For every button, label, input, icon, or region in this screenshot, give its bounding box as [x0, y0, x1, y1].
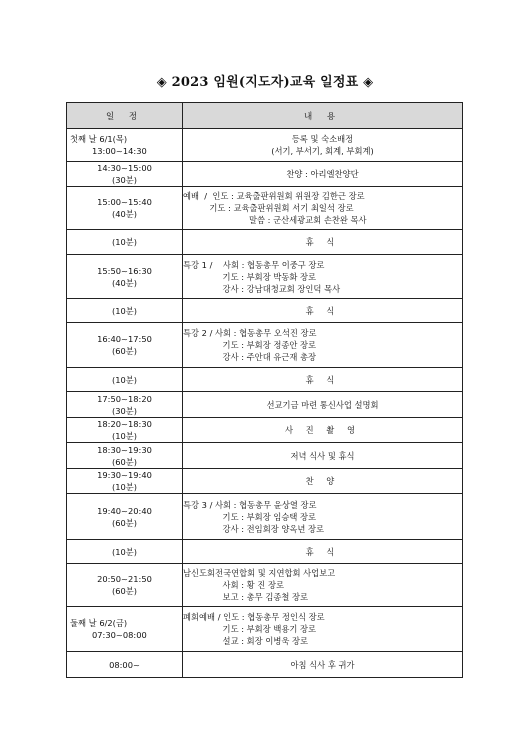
- content-line: 휴 식: [305, 546, 340, 557]
- content-line: 강사 : 전임회장 양옥년 장로: [183, 523, 325, 534]
- content-line: 예배 / 인도 : 교육출판위원회 위원장 김한근 장로: [183, 191, 365, 201]
- schedule-time-cell: [67, 129, 183, 162]
- time-line: (60분): [111, 586, 138, 596]
- schedule-time-cell: [67, 607, 183, 652]
- time-line: (10분): [111, 237, 138, 247]
- table-row: [67, 299, 463, 323]
- schedule-time-cell: [67, 299, 183, 323]
- content-line: 강사 : 주안대 유근재 총장: [183, 352, 317, 362]
- content-line: 찬양 : 아리엘찬양단: [286, 169, 359, 179]
- time-line: 13:00~14:30: [92, 146, 147, 156]
- header-content: 내 용: [183, 103, 463, 129]
- schedule-content-cell: [183, 540, 463, 564]
- content-line: 특강 2 / 사회 : 협동총무 오석진 장로: [183, 328, 317, 338]
- time-line: 16:40~17:50: [97, 334, 152, 344]
- schedule-content-cell: [183, 494, 463, 540]
- table-row: [67, 607, 463, 652]
- time-line: 19:40~20:40: [97, 505, 152, 516]
- content-line: 아침 식사 후 귀가: [290, 659, 355, 670]
- schedule-content-cell: [183, 418, 463, 443]
- time-line: (30분): [111, 405, 138, 416]
- time-line: 둘째 날 6/2(금): [70, 618, 128, 628]
- schedule-content-cell: [183, 255, 463, 299]
- time-line: 15:50~16:30: [97, 265, 152, 276]
- header-time: 일 정: [67, 103, 183, 129]
- schedule-content-cell: [183, 652, 463, 678]
- schedule-content-cell: [183, 368, 463, 392]
- schedule-time-cell: [67, 230, 183, 255]
- content-line: 휴 식: [305, 374, 340, 385]
- content-line: 남신도회전국연합회 및 지연합회 사업보고: [183, 568, 336, 578]
- schedule-time-cell: [67, 187, 183, 230]
- table-row: [67, 652, 463, 678]
- time-line: (10분): [111, 482, 138, 492]
- schedule-time-cell: [67, 652, 183, 678]
- content-line: 설교 : 회장 이병욱 장로: [183, 636, 309, 646]
- time-line: (40분): [111, 277, 138, 288]
- content-line: (서기, 부서기, 회계, 부회계): [271, 146, 374, 156]
- schedule-time-cell: [67, 162, 183, 187]
- table-row: [67, 255, 463, 299]
- table-row: [67, 540, 463, 564]
- time-line: (30분): [111, 175, 138, 185]
- time-line: 07:30~08:00: [92, 630, 147, 640]
- content-line: 기도 : 부회장 백용기 장로: [183, 624, 317, 634]
- table-row: [67, 418, 463, 443]
- time-line: 18:20~18:30: [97, 419, 152, 429]
- page-title: ◈ 2023 임원(지도자)교육 일정표 ◈: [156, 75, 374, 90]
- schedule-time-cell: [67, 540, 183, 564]
- schedule-content-cell: [183, 129, 463, 162]
- schedule-body: [67, 129, 463, 678]
- time-line: 19:30~19:40: [97, 470, 152, 480]
- time-line: (10분): [111, 305, 138, 316]
- schedule-content-cell: [183, 323, 463, 368]
- table-row: [67, 469, 463, 494]
- time-line: 14:30~15:00: [97, 163, 152, 173]
- schedule-content-cell: [183, 469, 463, 494]
- schedule-time-cell: [67, 443, 183, 469]
- schedule-content-cell: [183, 299, 463, 323]
- content-line: 휴 식: [305, 237, 340, 247]
- time-line: (60분): [111, 456, 138, 467]
- time-line: 18:30~19:30: [97, 444, 152, 455]
- schedule-time-cell: [67, 323, 183, 368]
- schedule-content-cell: [183, 162, 463, 187]
- schedule-content-cell: [183, 392, 463, 418]
- schedule-content-cell: [183, 443, 463, 469]
- content-line: 특강 3 / 사회 : 협동총무 윤상열 장로: [183, 499, 317, 510]
- content-line: 특강 1 / 사회 : 협동총무 이중구 장로: [183, 259, 325, 270]
- table-row: [67, 129, 463, 162]
- schedule-table: [66, 102, 463, 678]
- table-row: [67, 564, 463, 607]
- time-line: (60분): [111, 517, 138, 528]
- table-row: [67, 368, 463, 392]
- time-line: (40분): [111, 209, 138, 219]
- schedule-time-cell: [67, 418, 183, 443]
- content-line: 휴 식: [305, 305, 340, 316]
- time-line: 15:00~15:40: [97, 197, 152, 207]
- time-line: 첫째 날 6/1(목): [70, 134, 128, 144]
- table-row: [67, 494, 463, 540]
- content-line: 저녁 식사 및 휴식: [290, 450, 355, 461]
- content-line: 말씀 : 군산세광교회 손찬완 목사: [249, 215, 367, 225]
- schedule-time-cell: [67, 368, 183, 392]
- content-line: 보고 : 총무 김종철 장로: [183, 592, 309, 602]
- table-row: [67, 187, 463, 230]
- table-row: [67, 230, 463, 255]
- content-line: 선교기금 마련 통신사업 설명회: [266, 399, 379, 410]
- content-line: 사회 : 황 진 장로: [183, 580, 284, 590]
- schedule-time-cell: [67, 494, 183, 540]
- schedule-time-cell: [67, 564, 183, 607]
- table-row: [67, 162, 463, 187]
- time-line: 20:50~21:50: [97, 574, 152, 584]
- content-line: 등록 및 숙소배정: [291, 134, 354, 144]
- table-row: [67, 323, 463, 368]
- content-line: 기도 : 부회장 박동화 장로: [183, 271, 317, 282]
- table-header-row: [67, 103, 463, 129]
- schedule-content-cell: [183, 607, 463, 652]
- schedule-content-cell: [183, 187, 463, 230]
- time-line: (10분): [111, 546, 138, 557]
- content-line: 기도 : 부회장 정종안 장로: [183, 340, 317, 350]
- schedule-content-cell: [183, 230, 463, 255]
- schedule-time-cell: [67, 255, 183, 299]
- schedule-content-cell: [183, 564, 463, 607]
- content-line: 기도 : 교육출판위원회 서기 최일석 장로: [183, 203, 354, 213]
- time-line: (60분): [111, 346, 138, 356]
- time-line: 08:00~: [109, 659, 140, 670]
- time-line: (10분): [111, 374, 138, 385]
- content-line: 폐회예배 / 인도 : 협동총무 정인식 장로: [183, 612, 325, 622]
- content-line: 강사 : 강남대청교회 장인덕 목사: [183, 283, 341, 294]
- content-line: 찬 양: [305, 476, 340, 486]
- schedule-time-cell: [67, 469, 183, 494]
- table-row: [67, 443, 463, 469]
- schedule-time-cell: [67, 392, 183, 418]
- content-line: 사 진 촬 영: [285, 425, 360, 435]
- time-line: 17:50~18:20: [97, 393, 152, 404]
- table-row: [67, 392, 463, 418]
- time-line: (10분): [111, 431, 138, 441]
- content-line: 기도 : 부회장 임승택 장로: [183, 511, 317, 522]
